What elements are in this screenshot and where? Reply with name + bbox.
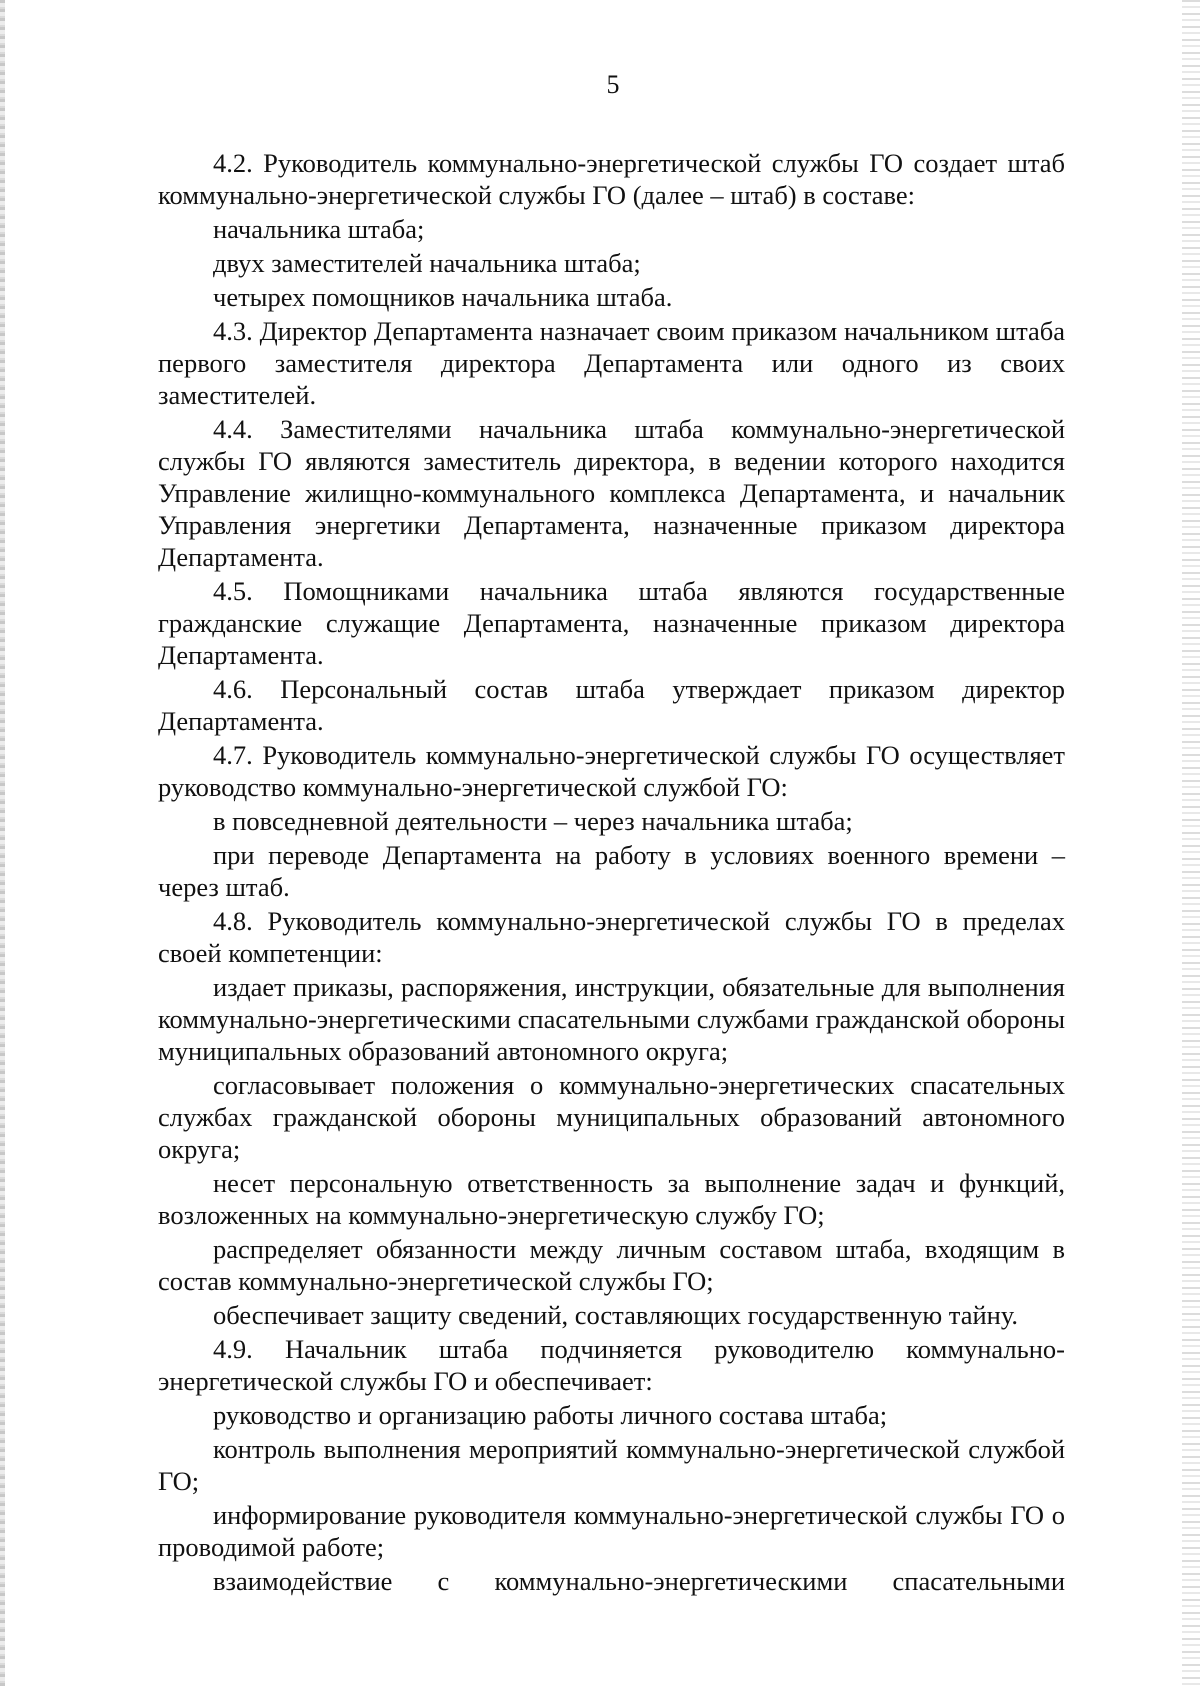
list-item: информирование руководителя коммунально-энергетической службы ГО о проводимой работе; (158, 1500, 1065, 1562)
list-item: взаимодействие с коммунально-энергетическими спасательными (213, 1566, 1065, 1596)
list-item: при переводе Департамента на работу в условиях военного времени – через штаб. (158, 840, 1065, 902)
scan-edge-left (0, 0, 5, 1686)
scan-edge-right (1182, 0, 1200, 1686)
paragraph-4-2: 4.2. Руководитель коммунально-энергетической службы ГО создает штаб коммунально-энергетической службы ГО (далее – штаб) в составе: (158, 148, 1065, 210)
list-item: контроль выполнения мероприятий коммунально-энергетической службой ГО; (158, 1434, 1065, 1496)
paragraph-4-3: 4.3. Директор Департамента назначает своим приказом начальником штаба первого заместителя директора Департамента или одного из своих заместителей. (158, 316, 1065, 410)
list-item: в повседневной деятельности – через начальника штаба; (213, 806, 853, 836)
paragraph-4-6: 4.6. Персональный состав штаба утверждает приказом директор Департамента. (158, 674, 1065, 736)
list-item: двух заместителей начальника штаба; (213, 248, 641, 278)
paragraph-4-9: 4.9. Начальник штаба подчиняется руководителю коммунально-энергетической службы ГО и обеспечивает: (158, 1334, 1065, 1396)
page-number: 5 (606, 70, 620, 99)
list-item: четырех помощников начальника штаба. (213, 282, 673, 312)
list-item: несет персональную ответственность за выполнение задач и функций, возложенных на коммунально-энергетическую службу ГО; (158, 1168, 1065, 1230)
list-item: руководство и организацию работы личного состава штаба; (213, 1400, 888, 1430)
list-item: согласовывает положения о коммунально-энергетических спасательных службах гражданской обороны муниципальных образований автономного округа; (158, 1070, 1065, 1164)
paragraph-4-8: 4.8. Руководитель коммунально-энергетической службы ГО в пределах своей компетенции: (158, 906, 1065, 968)
list-item: обеспечивает защиту сведений, составляющих государственную тайну. (213, 1300, 1019, 1330)
paragraph-4-7: 4.7. Руководитель коммунально-энергетической службы ГО осуществляет руководство коммунально-энергетической службой ГО: (158, 740, 1065, 802)
list-item: начальника штаба; (213, 214, 425, 244)
document-body (158, 147, 1065, 1599)
list-item: издает приказы, распоряжения, инструкции, обязательные для выполнения коммунально-энергетическими спасательными службами гражданской обороны муниципальных образований автономного округа; (158, 972, 1065, 1066)
paragraph-4-5: 4.5. Помощниками начальника штаба являются государственные гражданские служащие Департамента, назначенные приказом директора Департамента. (158, 576, 1065, 670)
paragraph-4-4: 4.4. Заместителями начальника штаба коммунально-энергетической службы ГО являются заместитель директора, в ведении которого находится Управление жилищно-коммунального комплекса Департамента, и начальник Управления энергетики Департамента, назначенные приказом директора Департамента. (158, 414, 1065, 572)
list-item: распределяет обязанности между личным составом штаба, входящим в состав коммунально-энергетической службы ГО; (158, 1234, 1065, 1296)
